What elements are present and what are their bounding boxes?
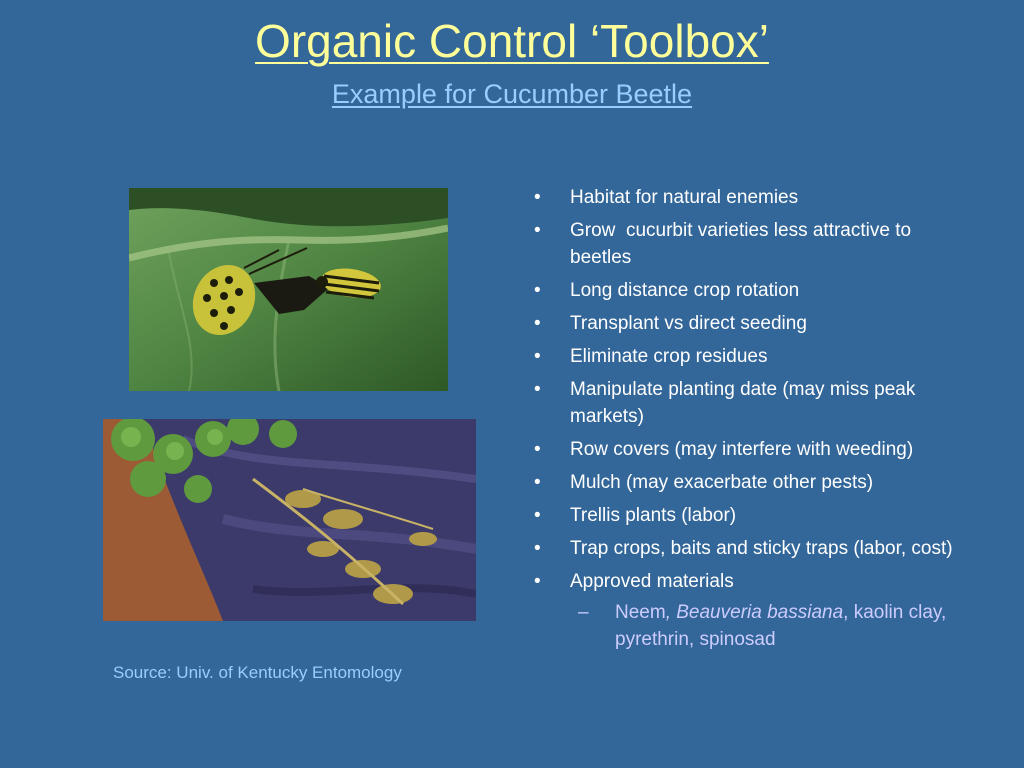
- control-methods-list: [534, 184, 974, 659]
- bullet-marker: •: [534, 571, 541, 592]
- sub-item-comma: ,: [665, 602, 677, 623]
- list-item-text: Approved materials: [570, 571, 734, 592]
- list-item-text: Transplant vs direct seeding: [570, 313, 807, 334]
- cucumber-beetles-photo: [129, 188, 448, 391]
- approved-materials-sublist: [570, 599, 974, 653]
- list-item: [534, 184, 974, 211]
- bullet-marker: •: [534, 538, 541, 559]
- bullet-marker: •: [534, 472, 541, 493]
- sub-bullet-marker: –: [578, 602, 589, 623]
- sub-list-item: [570, 599, 974, 653]
- list-item: [534, 310, 974, 337]
- list-item: [534, 568, 974, 653]
- sub-item-beauveria: Beauveria bassiana: [676, 602, 844, 623]
- list-item: [534, 436, 974, 463]
- wilted-plants-image: [103, 419, 476, 621]
- bullet-marker: •: [534, 220, 541, 241]
- slide-title: Organic Control ‘Toolbox’: [255, 15, 769, 67]
- list-item-text: Row covers (may interfere with weeding): [570, 439, 914, 460]
- bullet-marker: •: [534, 187, 541, 208]
- sub-item-neem: Neem: [615, 602, 666, 623]
- beetles-on-leaf-image: [129, 188, 448, 391]
- sub-item-rest: , kaolin clay, pyrethrin, spinosad: [615, 602, 947, 650]
- list-item: [534, 469, 974, 496]
- list-item-text: Habitat for natural enemies: [570, 187, 799, 208]
- bullet-marker: •: [534, 505, 541, 526]
- list-item: [534, 217, 974, 271]
- list-item: [534, 376, 974, 430]
- list-item-text: Manipulate planting date (may miss peak markets): [570, 379, 916, 427]
- list-item-text: Trap crops, baits and sticky traps (labor, cost): [570, 538, 953, 559]
- list-item-text: Long distance crop rotation: [570, 280, 800, 301]
- list-item-text: Grow cucurbit varieties less attractive to beetles: [570, 220, 917, 268]
- image-source-caption: Source: Univ. of Kentucky Entomology: [113, 663, 402, 682]
- list-item-text: Mulch (may exacerbate other pests): [570, 472, 874, 493]
- list-item: [534, 535, 974, 562]
- bullet-marker: •: [534, 346, 541, 367]
- list-item: [534, 277, 974, 304]
- damaged-plants-photo: [103, 419, 476, 621]
- bullet-marker: •: [534, 379, 541, 400]
- list-item-text: Trellis plants (labor): [570, 505, 737, 526]
- bullet-marker: •: [534, 439, 541, 460]
- slide-subtitle: Example for Cucumber Beetle: [331, 79, 693, 109]
- bullet-marker: •: [534, 313, 541, 334]
- list-item-text: Eliminate crop residues: [570, 346, 768, 367]
- bullet-marker: •: [534, 280, 541, 301]
- list-item: [534, 502, 974, 529]
- list-item: [534, 343, 974, 370]
